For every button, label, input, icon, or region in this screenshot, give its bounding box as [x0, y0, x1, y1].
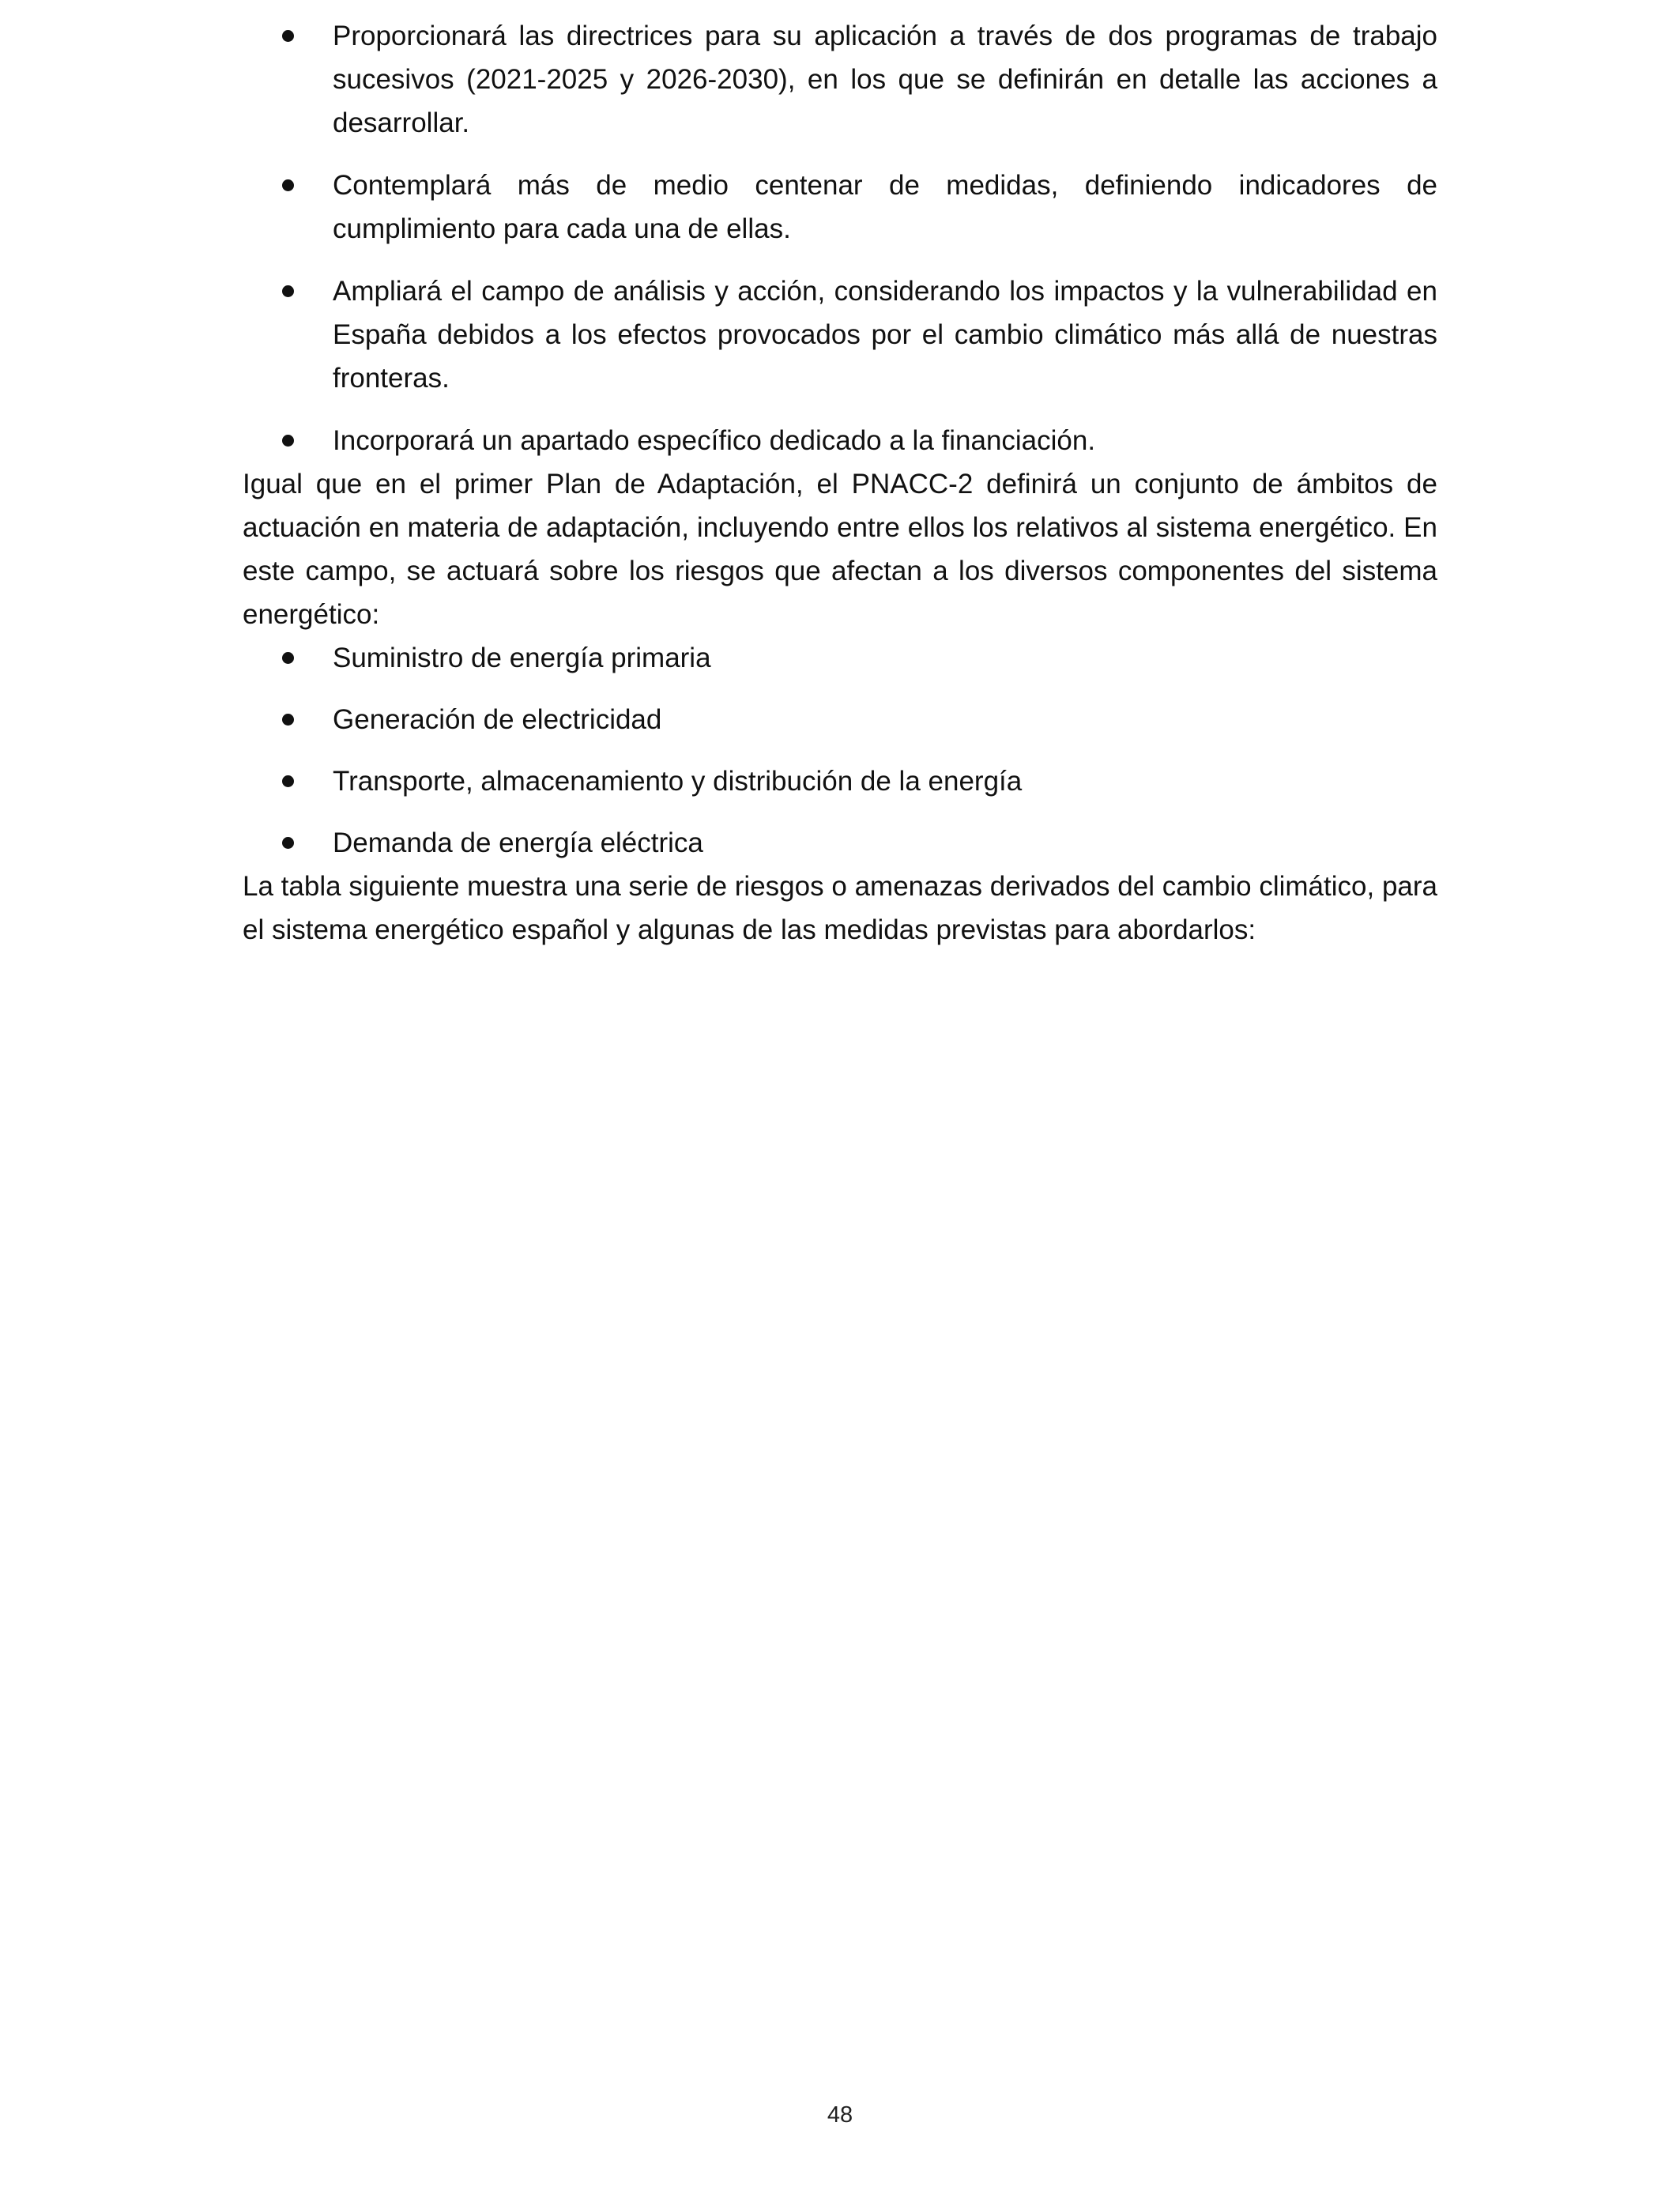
- list-item: [243, 419, 1437, 462]
- bullet-icon: [282, 435, 294, 447]
- list-item: [243, 164, 1437, 251]
- list-item: [243, 14, 1437, 145]
- bullet-icon: [282, 775, 294, 787]
- list-item-text: Incorporará un apartado específico dedicado a la financiación.: [333, 425, 1096, 456]
- energy-components-list: [243, 636, 1437, 865]
- page-number: 48: [827, 2102, 853, 2128]
- list-item-text: Ampliará el campo de análisis y acción, considerando los impactos y la vulnerabilidad en España debidos a los efectos provocados por el cambio climático más allá de nuestras fronteras.: [333, 276, 1437, 394]
- bullet-icon: [282, 30, 294, 42]
- list-item: [243, 270, 1437, 400]
- list-item: [243, 760, 1437, 803]
- list-item: [243, 821, 1437, 865]
- bullet-icon: [282, 652, 294, 664]
- list-item-text: Contemplará más de medio centenar de medidas, definiendo indicadores de cumplimiento para cada una de ellas.: [333, 170, 1437, 244]
- list-item: [243, 636, 1437, 680]
- bullet-icon: [282, 285, 294, 297]
- list-item-text: Transporte, almacenamiento y distribución de la energía: [333, 766, 1023, 797]
- list-item-text: Suministro de energía primaria: [333, 643, 711, 673]
- list-item-text: Proporcionará las directrices para su aplicación a través de dos programas de trabajo sucesivos (2021-2025 y 2026-2030), en los que se definirán en detalle las acciones a desarrollar.: [333, 21, 1437, 138]
- body-paragraph: Igual que en el primer Plan de Adaptación, el PNACC-2 definirá un conjunto de ámbitos de actuación en materia de adaptación, incluyendo entre ellos los relativos al sistema energético. En este campo, se actuará sobre los riesgos que afectan a los diversos componentes del sistema energético:: [243, 469, 1437, 630]
- bullet-icon: [282, 837, 294, 849]
- list-item-text: Generación de electricidad: [333, 704, 662, 735]
- list-item-text: Demanda de energía eléctrica: [333, 827, 703, 858]
- list-item: [243, 698, 1437, 741]
- bullet-icon: [282, 179, 294, 191]
- page-content: [243, 14, 1437, 952]
- bullet-icon: [282, 714, 294, 726]
- body-paragraph: La tabla siguiente muestra una serie de riesgos o amenazas derivados del cambio climático, para el sistema energético español y algunas de las medidas previstas para abordarlos:: [243, 871, 1437, 945]
- plan-features-list: [243, 14, 1437, 462]
